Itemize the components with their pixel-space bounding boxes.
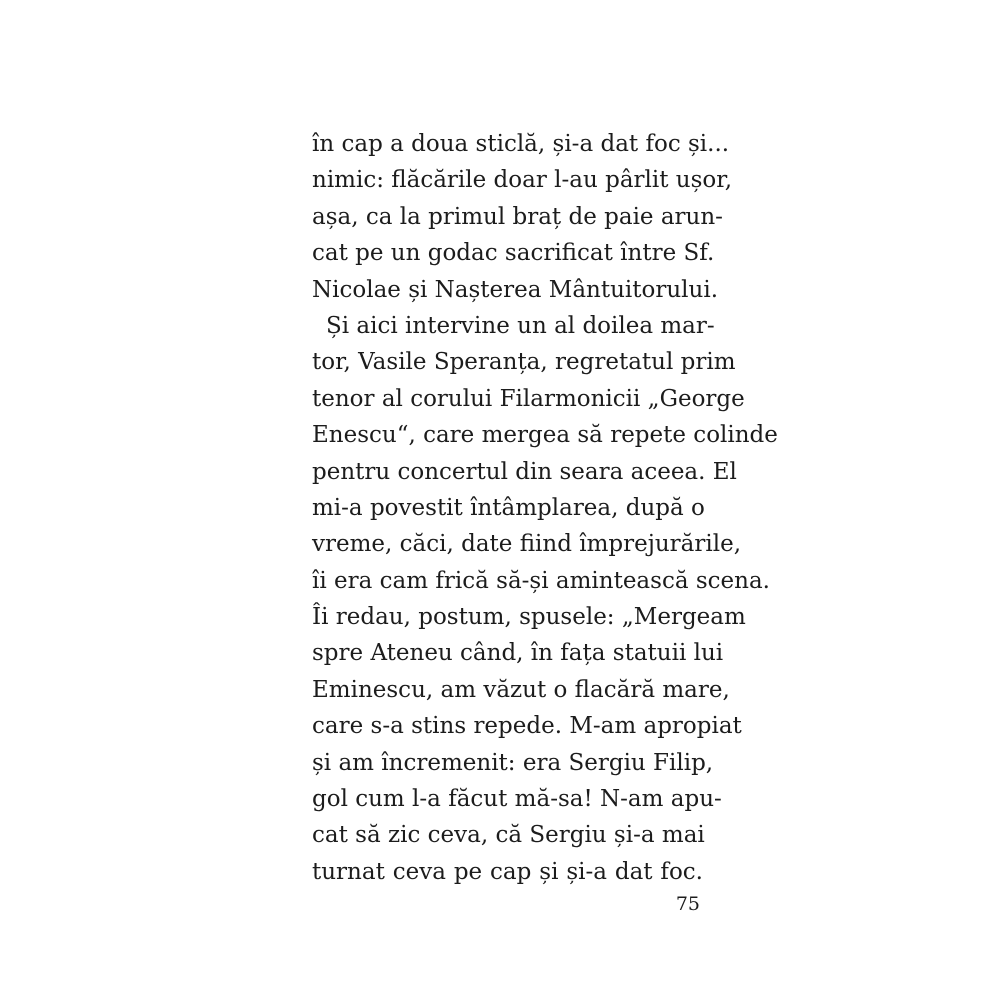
text-line: așa, ca la primul braț de paie arun-	[312, 203, 723, 230]
body-text	[312, 126, 778, 890]
text-line: Enescu“, care mergea să repete colinde	[312, 422, 778, 449]
paragraph-1	[312, 126, 733, 308]
text-line: în cap a doua sticlă, și-a dat foc și...	[312, 131, 730, 157]
text-line: îi era cam frică să-și amintească scena.	[312, 567, 770, 594]
text-line: vreme, căci, date fiind împrejurările,	[312, 531, 742, 558]
text-line: cat pe un godac sacrificat între Sf.	[312, 240, 715, 267]
text-line: tor, Vasile Speranța, regretatul prim	[312, 349, 736, 376]
text-line: Eminescu, am văzut o flacără mare,	[312, 676, 730, 703]
text-line: și am încremenit: era Sergiu Filip,	[312, 749, 714, 776]
text-line: cat să zic ceva, că Sergiu și-a mai	[312, 822, 705, 849]
text-line: spre Ateneu când, în fața statuii lui	[312, 640, 724, 667]
text-line: care s-a stins repede. M-am apropiat	[312, 713, 742, 740]
text-line: gol cum l-a făcut mă-sa! N-am apu-	[312, 786, 722, 813]
page-number: 75	[675, 893, 700, 915]
text-line: Îi redau, postum, spusele: „Mergeam	[312, 604, 746, 631]
text-line: mi-a povestit întâmplarea, după o	[312, 494, 705, 521]
text-line: pentru concertul din seara aceea. El	[312, 458, 737, 485]
text-line: Nicolae și Nașterea Mântuitorului.	[312, 276, 719, 303]
text-line: nimic: flăcările doar l-au pârlit ușor,	[312, 167, 733, 194]
text-line: turnat ceva pe cap și și-a dat foc.	[312, 858, 703, 885]
text-line: Și aici intervine un al doilea mar-	[326, 312, 715, 339]
paragraph-2	[312, 308, 778, 890]
text-line: tenor al corului Filarmonicii „George	[312, 385, 745, 412]
